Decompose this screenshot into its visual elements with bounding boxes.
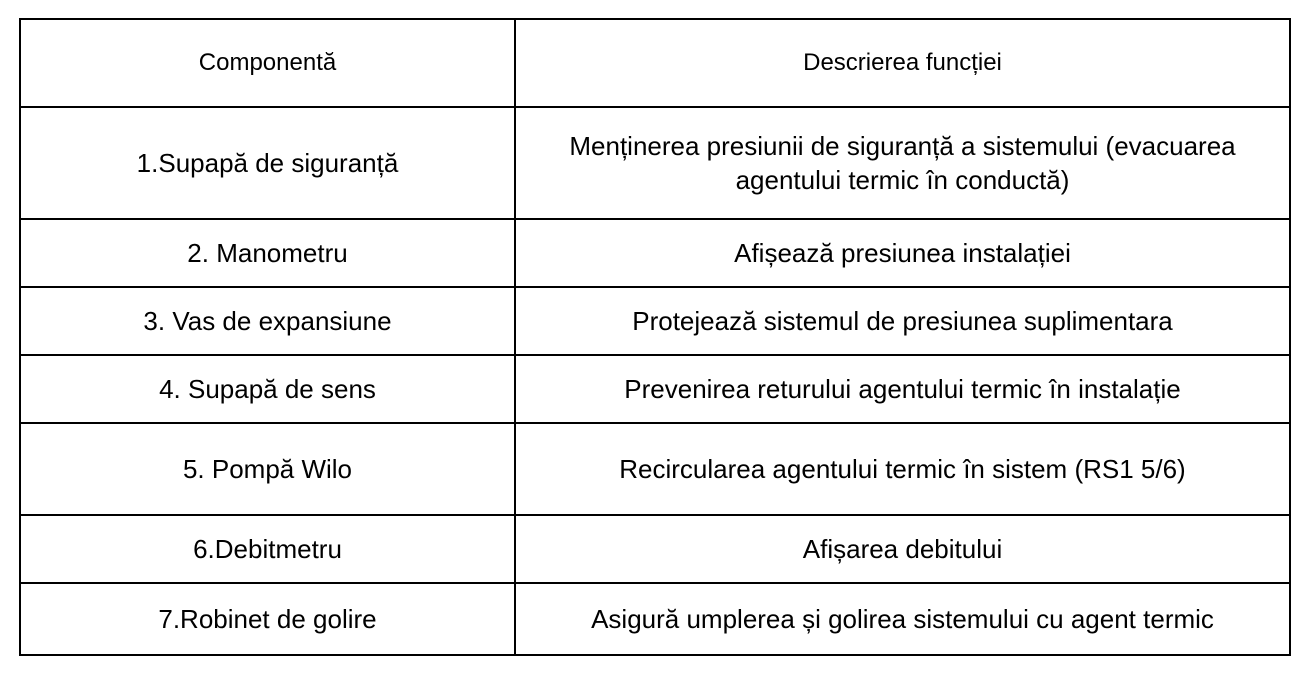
description-cell: Afișează presiunea instalației: [515, 219, 1290, 287]
component-cell: 3. Vas de expansiune: [20, 287, 515, 355]
description-cell: Protejează sistemul de presiunea suplimentara: [515, 287, 1290, 355]
description-cell: Prevenirea returului agentului termic în instalație: [515, 355, 1290, 423]
table-row: [20, 355, 1290, 423]
description-cell: Afișarea debitului: [515, 515, 1290, 583]
description-cell: Asigură umplerea și golirea sistemului cu agent termic: [515, 583, 1290, 655]
table-row: [20, 423, 1290, 515]
table-row: [20, 287, 1290, 355]
table-row: [20, 583, 1290, 655]
header-description: Descrierea funcției: [515, 19, 1290, 107]
component-cell: 5. Pompă Wilo: [20, 423, 515, 515]
component-cell: 7.Robinet de golire: [20, 583, 515, 655]
header-component: Componentă: [20, 19, 515, 107]
table-row: [20, 107, 1290, 219]
description-cell: Recircularea agentului termic în sistem (RS1 5/6): [515, 423, 1290, 515]
component-cell: 1.Supapă de siguranță: [20, 107, 515, 219]
description-cell: Menținerea presiunii de siguranță a sistemului (evacuarea agentului termic în conductă): [515, 107, 1290, 219]
table-header-row: [20, 19, 1290, 107]
table-row: [20, 515, 1290, 583]
table-row: [20, 219, 1290, 287]
component-cell: 2. Manometru: [20, 219, 515, 287]
components-table: [19, 18, 1291, 656]
component-cell: 6.Debitmetru: [20, 515, 515, 583]
component-cell: 4. Supapă de sens: [20, 355, 515, 423]
